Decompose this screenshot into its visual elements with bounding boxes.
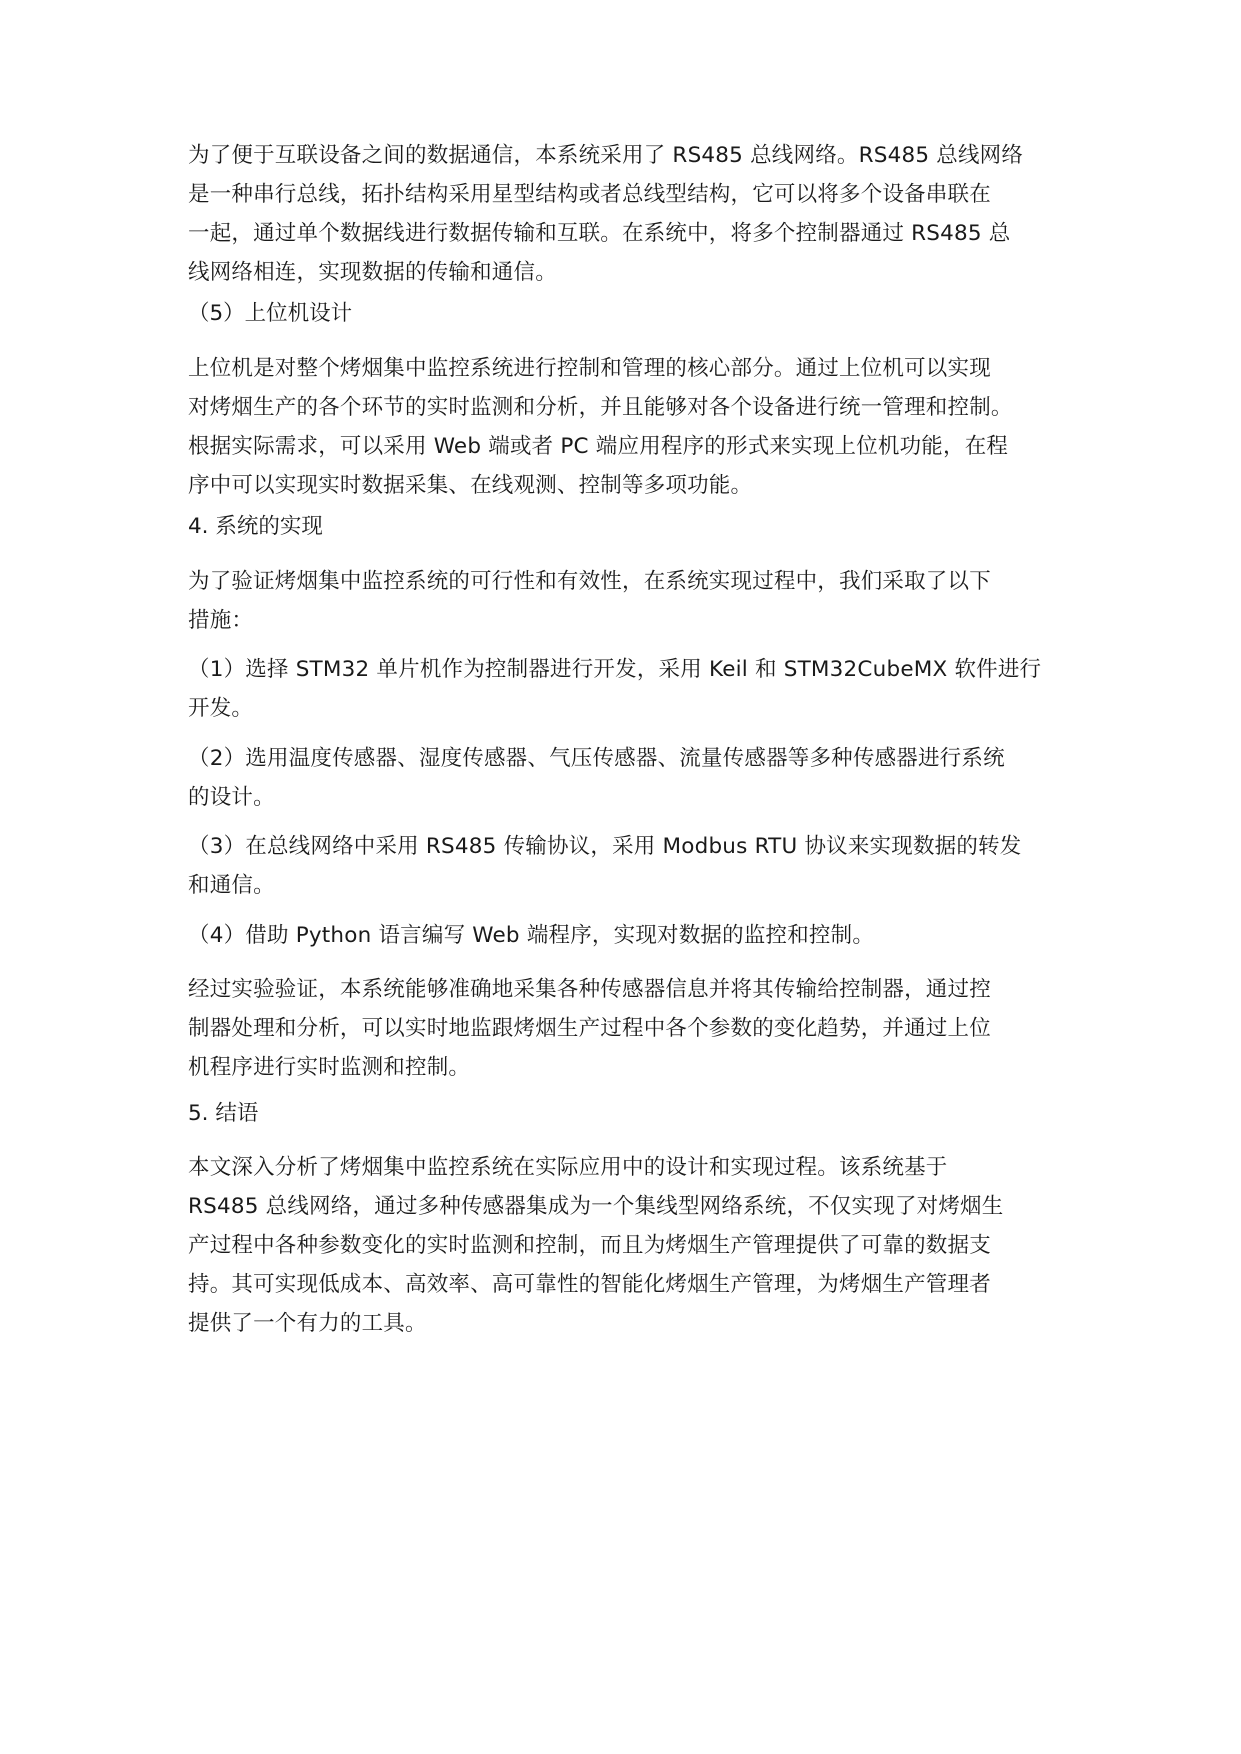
text-line: 提供了一个有力的工具。 — [188, 1311, 427, 1336]
text-line: 为了便于互联设备之间的数据通信，本系统采用了 RS485 总线网络。RS485 总线网络 — [188, 143, 1024, 168]
text-line: RS485 总线网络，通过多种传感器集成为一个集线型网络系统，不仅实现了对烤烟生 — [188, 1194, 1004, 1219]
text-line: 是一种串行总线，拓扑结构采用星型结构或者总线型结构，它可以将多个设备串联在 — [188, 182, 991, 207]
paragraph-conclusion — [188, 1148, 1068, 1343]
text-line: 根据实际需求，可以采用 Web 端或者 PC 端应用程序的形式来实现上位机功能，在程 — [188, 434, 1009, 459]
section-heading-implementation: 4. 系统的实现 — [188, 514, 323, 539]
text-line: （4）借助 Python 语言编写 Web 端程序，实现对数据的监控和控制。 — [188, 923, 875, 948]
text-line: 为了验证烤烟集中监控系统的可行性和有效性，在系统实现过程中，我们采取了以下 — [188, 569, 991, 594]
measure-item-4 — [188, 916, 1068, 955]
paragraph-upper-computer — [188, 349, 1068, 505]
text-line: 和通信。 — [188, 873, 275, 898]
text-line: 的设计。 — [188, 785, 275, 810]
paragraph-implementation-intro — [188, 562, 1068, 640]
section-heading-conclusion: 5. 结语 — [188, 1101, 259, 1126]
text-line: （3）在总线网络中采用 RS485 传输协议，采用 Modbus RTU 协议来实现数据的转发 — [188, 834, 1022, 859]
paragraph-verification-result — [188, 970, 1068, 1087]
text-line: （2）选用温度传感器、湿度传感器、气压传感器、流量传感器等多种传感器进行系统 — [188, 746, 1005, 771]
text-line: 措施： — [188, 608, 254, 633]
text-line: 一起，通过单个数据线进行数据传输和互联。在系统中，将多个控制器通过 RS485 总 — [188, 221, 1011, 246]
text-line: 线网络相连，实现数据的传输和通信。 — [188, 260, 557, 285]
measure-item-3 — [188, 827, 1068, 905]
paragraph-rs485-network — [188, 136, 1068, 292]
text-line: 对烤烟生产的各个环节的实时监测和分析，并且能够对各个设备进行统一管理和控制。 — [188, 395, 1013, 420]
text-line: 持。其可实现低成本、高效率、高可靠性的智能化烤烟生产管理，为烤烟生产管理者 — [188, 1272, 991, 1297]
measure-item-2 — [188, 739, 1068, 817]
measure-item-1 — [188, 650, 1068, 728]
text-line: 本文深入分析了烤烟集中监控系统在实际应用中的设计和实现过程。该系统基于 — [188, 1155, 948, 1180]
text-line: 产过程中各种参数变化的实时监测和控制，而且为烤烟生产管理提供了可靠的数据支 — [188, 1233, 991, 1258]
text-line: 经过实验验证，本系统能够准确地采集各种传感器信息并将其传输给控制器，通过控 — [188, 977, 991, 1002]
text-line: 上位机是对整个烤烟集中监控系统进行控制和管理的核心部分。通过上位机可以实现 — [188, 356, 991, 381]
text-line: 开发。 — [188, 696, 254, 721]
text-line: 机程序进行实时监测和控制。 — [188, 1055, 471, 1080]
text-line: （1）选择 STM32 单片机作为控制器进行开发，采用 Keil 和 STM32CubeMX 软件进行 — [188, 657, 1042, 682]
text-line: 序中可以实现实时数据采集、在线观测、控制等多项功能。 — [188, 473, 753, 498]
section-heading-upper-computer: （5）上位机设计 — [188, 301, 353, 326]
text-line: 制器处理和分析，可以实时地监跟烤烟生产过程中各个参数的变化趋势，并通过上位 — [188, 1016, 991, 1041]
